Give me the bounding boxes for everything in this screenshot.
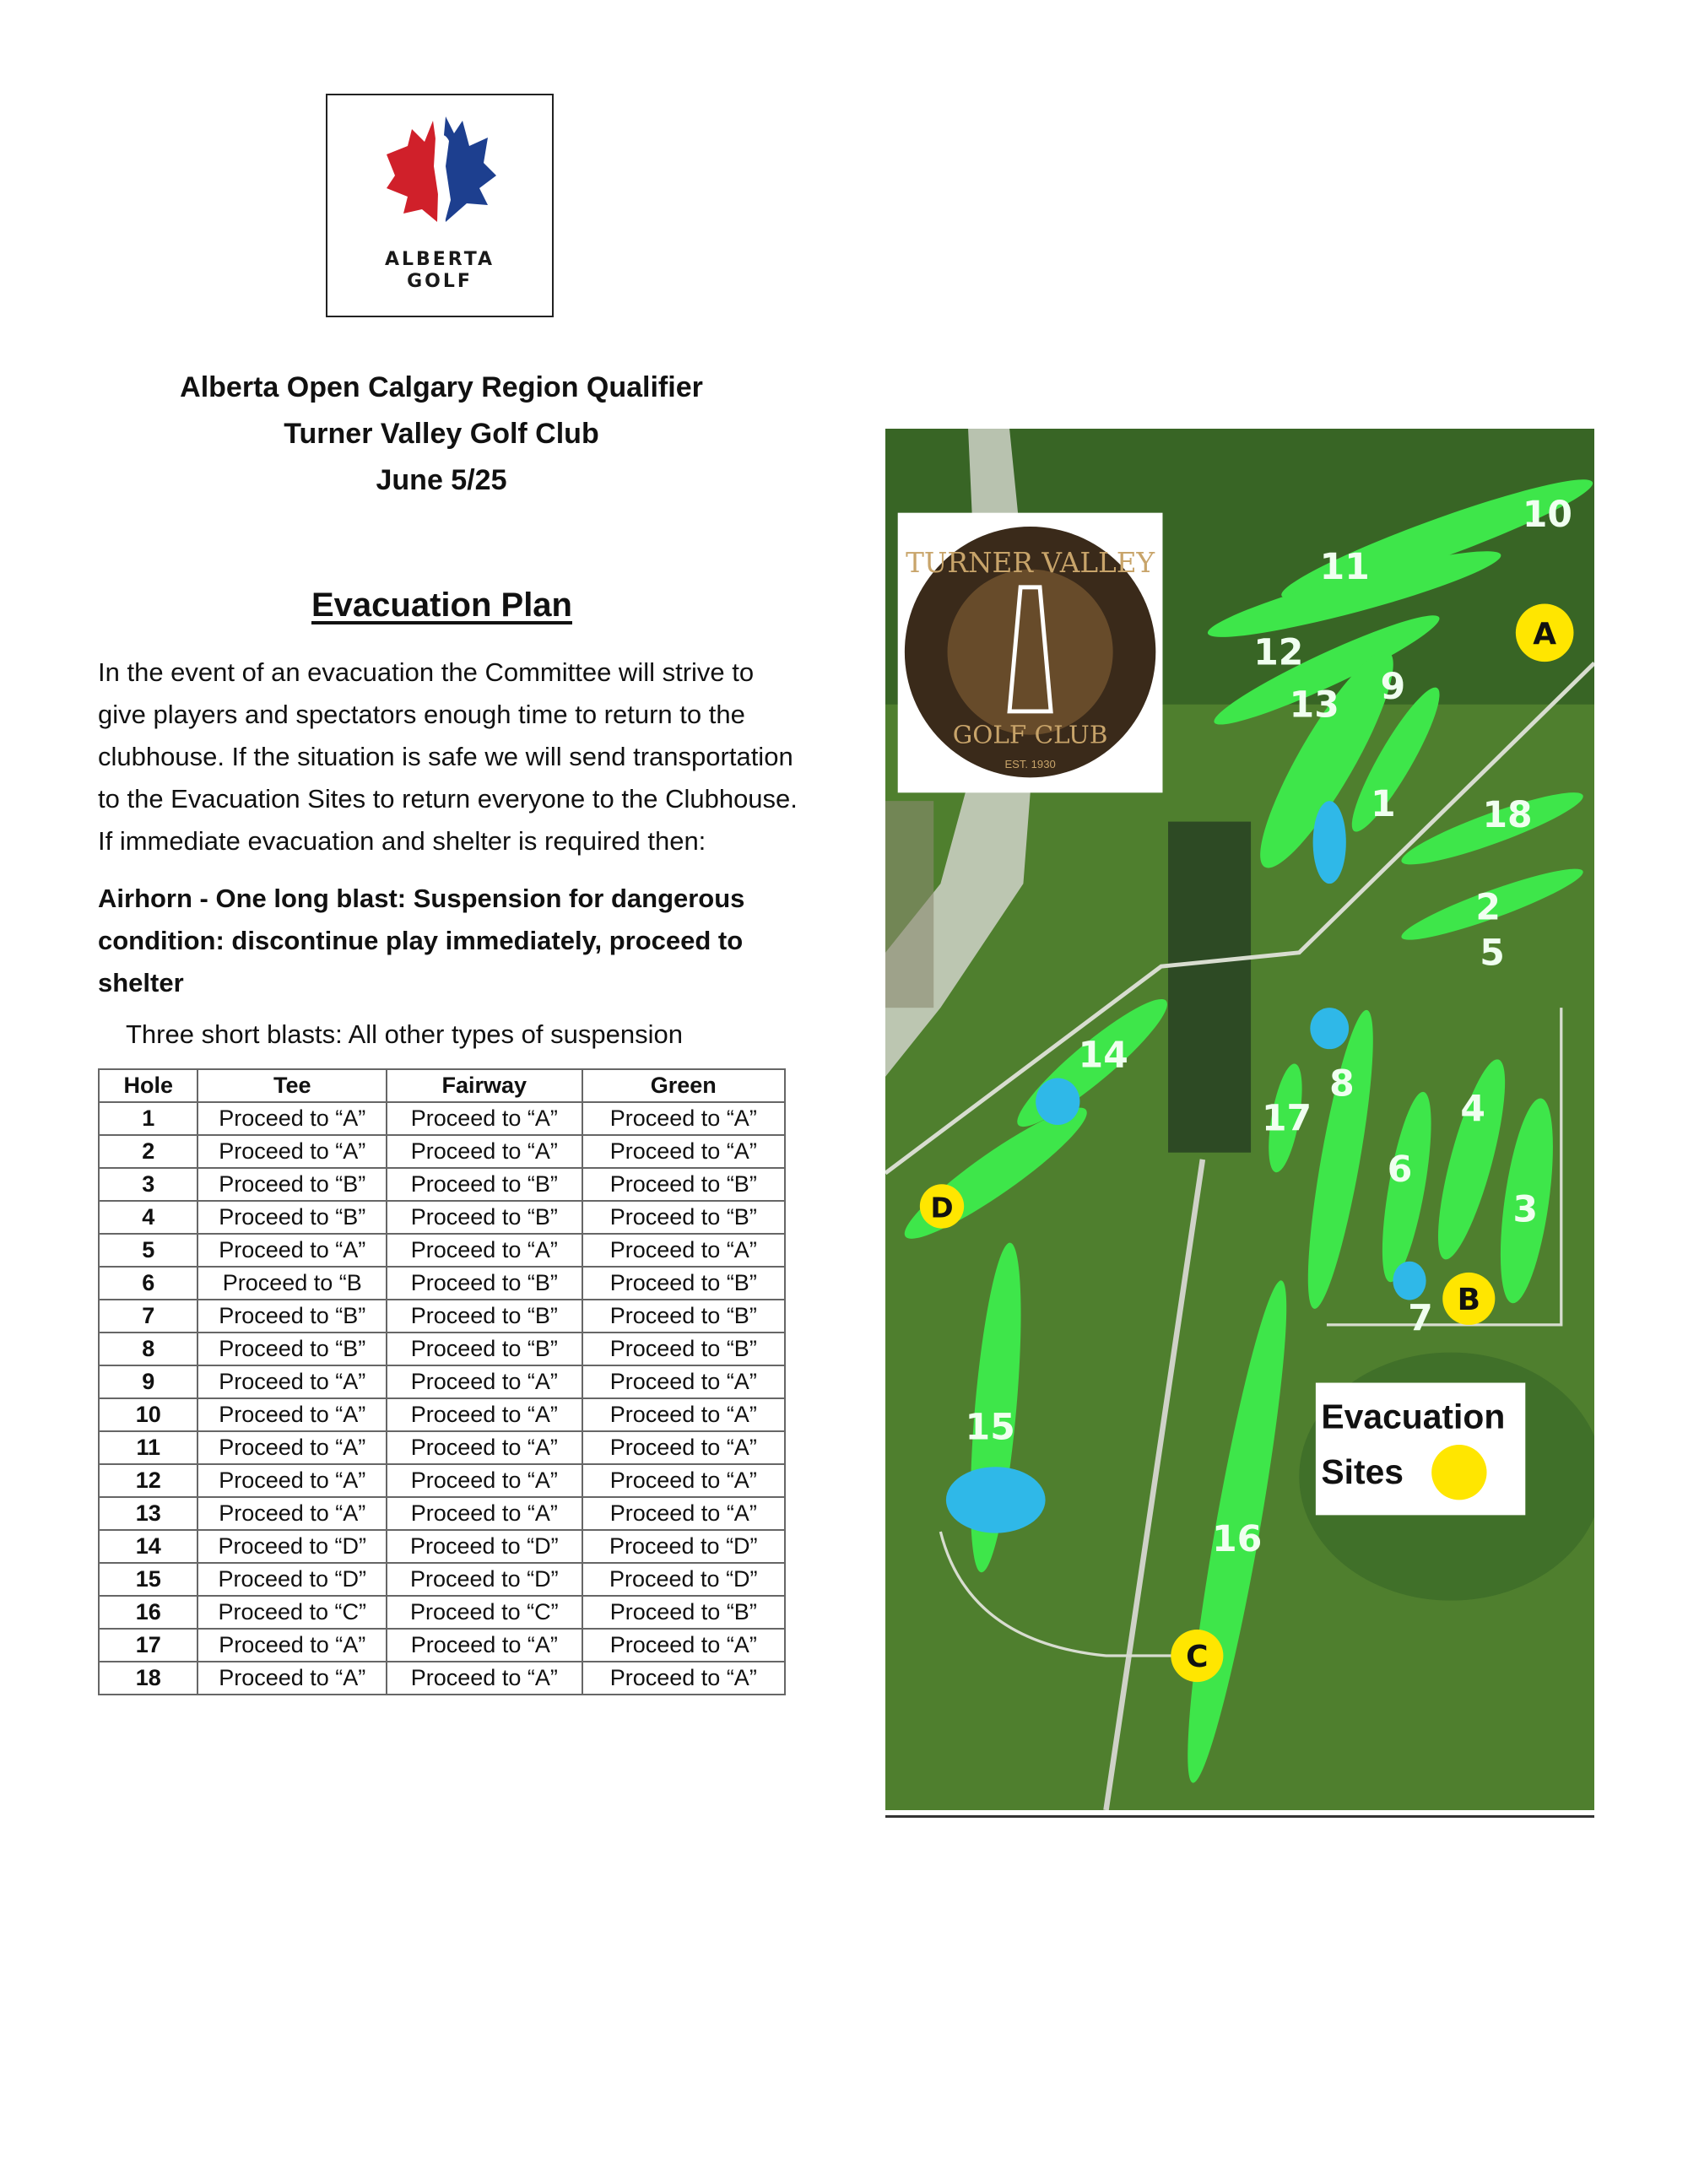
cell-tee: Proceed to “A” <box>197 1135 387 1168</box>
table-row <box>99 1431 785 1464</box>
cell-fairway: Proceed to “D” <box>387 1530 582 1563</box>
cell-fairway: Proceed to “A” <box>387 1629 582 1662</box>
table-row <box>99 1629 785 1662</box>
hole-label: 14 <box>1078 1035 1128 1077</box>
col-green: Green <box>582 1069 785 1102</box>
cell-hole: 3 <box>99 1168 197 1201</box>
hole-label: 1 <box>1371 784 1396 826</box>
logo-line2: GOLF <box>407 271 473 292</box>
cell-tee: Proceed to “D” <box>197 1563 387 1596</box>
legend-line2: Sites <box>1321 1451 1404 1491</box>
cell-fairway: Proceed to “A” <box>387 1431 582 1464</box>
col-hole: Hole <box>99 1069 197 1102</box>
cell-hole: 10 <box>99 1398 197 1431</box>
cell-green: Proceed to “A” <box>582 1662 785 1695</box>
cell-green: Proceed to “B” <box>582 1267 785 1300</box>
short-blasts-note: Three short blasts: All other types of suspension <box>126 1019 683 1049</box>
event-title: Alberta Open Calgary Region Qualifier <box>180 371 703 403</box>
cell-green: Proceed to “B” <box>582 1596 785 1629</box>
hole-label: 3 <box>1512 1189 1539 1231</box>
table-row <box>99 1201 785 1234</box>
cell-hole: 12 <box>99 1464 197 1497</box>
table-row <box>99 1563 785 1596</box>
cell-green: Proceed to “B” <box>582 1201 785 1234</box>
cell-hole: 1 <box>99 1102 197 1135</box>
cell-tee: Proceed to “A” <box>197 1234 387 1267</box>
cell-green: Proceed to “A” <box>582 1629 785 1662</box>
table-row <box>99 1662 785 1695</box>
cell-green: Proceed to “A” <box>582 1135 785 1168</box>
table-row <box>99 1267 785 1300</box>
club-logo-bottom: GOLF CLUB <box>952 720 1108 749</box>
cell-hole: 4 <box>99 1201 197 1234</box>
hole-label: 16 <box>1212 1518 1263 1560</box>
section-heading: Evacuation Plan <box>311 587 572 624</box>
cell-tee: Proceed to “B <box>197 1267 387 1300</box>
cell-tee: Proceed to “C” <box>197 1596 387 1629</box>
cell-tee: Proceed to “B” <box>197 1300 387 1333</box>
cell-fairway: Proceed to “B” <box>387 1333 582 1365</box>
cell-fairway: Proceed to “B” <box>387 1168 582 1201</box>
maple-leaf-golfer-icon <box>327 95 552 264</box>
hole-label: 8 <box>1329 1063 1355 1106</box>
cell-hole: 18 <box>99 1662 197 1695</box>
cell-tee: Proceed to “B” <box>197 1333 387 1365</box>
table-row <box>99 1234 785 1267</box>
hole-label: 18 <box>1482 795 1533 837</box>
cell-tee: Proceed to “A” <box>197 1102 387 1135</box>
table-row <box>99 1135 785 1168</box>
cell-tee: Proceed to “A” <box>197 1365 387 1398</box>
site-b-label: B <box>1457 1282 1480 1317</box>
alberta-golf-logo <box>326 94 554 317</box>
cell-tee: Proceed to “A” <box>197 1431 387 1464</box>
table-row <box>99 1497 785 1530</box>
cell-green: Proceed to “B” <box>582 1168 785 1201</box>
table-header-row <box>99 1069 785 1102</box>
club-logo-top: TURNER VALLEY <box>906 546 1155 579</box>
cell-hole: 7 <box>99 1300 197 1333</box>
site-c-label: C <box>1186 1640 1209 1675</box>
hole-label: 12 <box>1253 632 1304 674</box>
table-row <box>99 1530 785 1563</box>
cell-green: Proceed to “A” <box>582 1398 785 1431</box>
cell-green: Proceed to “A” <box>582 1431 785 1464</box>
cell-fairway: Proceed to “C” <box>387 1596 582 1629</box>
course-map <box>885 429 1594 1810</box>
airhorn-instructions: Airhorn - One long blast: Suspension for dangerous condition: discontinue play immediately, proceed to shelter <box>98 884 745 997</box>
cell-fairway: Proceed to “A” <box>387 1365 582 1398</box>
intro-paragraph: In the event of an evacuation the Committee will strive to give players and spectators enough time to return to the clubhouse. If the situation is safe we will send transportation to the Evacuation Sites to return everyone to the Clubhouse. If immediate evacuation and shelter is required then: <box>98 657 798 856</box>
cell-hole: 15 <box>99 1563 197 1596</box>
hole-label: 4 <box>1460 1089 1485 1131</box>
map-legend <box>1316 1383 1525 1516</box>
cell-fairway: Proceed to “A” <box>387 1102 582 1135</box>
cell-hole: 17 <box>99 1629 197 1662</box>
cell-fairway: Proceed to “A” <box>387 1398 582 1431</box>
cell-green: Proceed to “A” <box>582 1464 785 1497</box>
legend-line1: Evacuation <box>1321 1397 1506 1436</box>
site-d-label: D <box>930 1192 954 1224</box>
cell-green: Proceed to “D” <box>582 1563 785 1596</box>
cell-tee: Proceed to “A” <box>197 1464 387 1497</box>
cell-green: Proceed to “B” <box>582 1333 785 1365</box>
legend-site-marker <box>1431 1445 1486 1500</box>
cell-fairway: Proceed to “B” <box>387 1201 582 1234</box>
cell-tee: Proceed to “A” <box>197 1629 387 1662</box>
evacuation-table <box>98 1068 786 1695</box>
cell-hole: 9 <box>99 1365 197 1398</box>
cell-fairway: Proceed to “D” <box>387 1563 582 1596</box>
cell-hole: 2 <box>99 1135 197 1168</box>
cell-fairway: Proceed to “A” <box>387 1662 582 1695</box>
cell-tee: Proceed to “D” <box>197 1530 387 1563</box>
hole-label: 9 <box>1380 667 1406 709</box>
table-row <box>99 1365 785 1398</box>
table-row <box>99 1333 785 1365</box>
cell-fairway: Proceed to “A” <box>387 1135 582 1168</box>
cell-green: Proceed to “B” <box>582 1300 785 1333</box>
cell-tee: Proceed to “A” <box>197 1398 387 1431</box>
cell-hole: 5 <box>99 1234 197 1267</box>
logo-line1: ALBERTA <box>384 249 495 270</box>
cell-green: Proceed to “D” <box>582 1530 785 1563</box>
cell-green: Proceed to “A” <box>582 1102 785 1135</box>
cell-green: Proceed to “A” <box>582 1365 785 1398</box>
cell-tee: Proceed to “B” <box>197 1201 387 1234</box>
cell-hole: 14 <box>99 1530 197 1563</box>
club-logo-est: EST. 1930 <box>1004 757 1056 770</box>
cell-hole: 11 <box>99 1431 197 1464</box>
hole-label: 15 <box>965 1407 1015 1449</box>
club-logo-inset <box>898 513 1163 793</box>
cell-hole: 13 <box>99 1497 197 1530</box>
cell-fairway: Proceed to “A” <box>387 1497 582 1530</box>
table-row <box>99 1102 785 1135</box>
title-block <box>62 365 821 504</box>
table-row <box>99 1464 785 1497</box>
cell-green: Proceed to “A” <box>582 1234 785 1267</box>
cell-hole: 8 <box>99 1333 197 1365</box>
hole-label: 5 <box>1480 933 1505 975</box>
evacuation-plan-section <box>98 582 798 1695</box>
hole-label: 13 <box>1289 684 1339 727</box>
map-divider <box>885 1815 1594 1818</box>
table-row <box>99 1300 785 1333</box>
hole-label: 6 <box>1387 1149 1413 1192</box>
hole-label: 10 <box>1522 495 1572 536</box>
venue-title: Turner Valley Golf Club <box>284 418 599 450</box>
cell-green: Proceed to “A” <box>582 1497 785 1530</box>
cell-hole: 6 <box>99 1267 197 1300</box>
hole-label: 2 <box>1475 887 1501 929</box>
cell-hole: 16 <box>99 1596 197 1629</box>
cell-tee: Proceed to “A” <box>197 1497 387 1530</box>
hole-label: 7 <box>1408 1298 1433 1340</box>
cell-fairway: Proceed to “A” <box>387 1464 582 1497</box>
cell-tee: Proceed to “B” <box>197 1168 387 1201</box>
hole-label: 17 <box>1262 1098 1312 1140</box>
cell-fairway: Proceed to “A” <box>387 1234 582 1267</box>
cell-fairway: Proceed to “B” <box>387 1300 582 1333</box>
hole-label: 11 <box>1319 547 1370 589</box>
site-a-label: A <box>1533 616 1557 651</box>
table-row <box>99 1398 785 1431</box>
col-fairway: Fairway <box>387 1069 582 1102</box>
event-date: June 5/25 <box>376 464 507 496</box>
cell-fairway: Proceed to “B” <box>387 1267 582 1300</box>
table-row <box>99 1168 785 1201</box>
cell-tee: Proceed to “A” <box>197 1662 387 1695</box>
table-row <box>99 1596 785 1629</box>
col-tee: Tee <box>197 1069 387 1102</box>
